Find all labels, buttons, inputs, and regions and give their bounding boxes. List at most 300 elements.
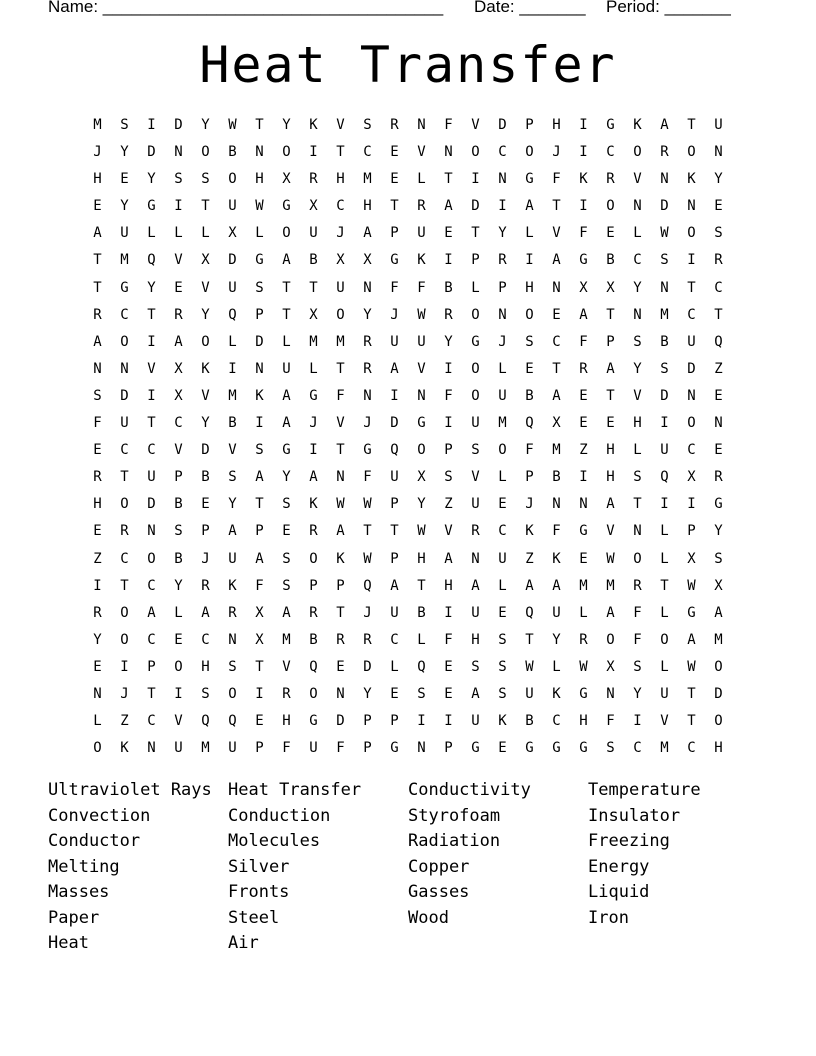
grid-letter: E xyxy=(93,442,102,459)
grid-letter: J xyxy=(336,225,345,242)
grid-letter: U xyxy=(660,685,669,702)
grid-letter: B xyxy=(228,144,237,161)
grid-letter: T xyxy=(93,252,102,269)
grid-letter: H xyxy=(417,550,426,567)
grid-letter: V xyxy=(417,360,426,377)
grid-letter: U xyxy=(228,279,237,296)
grid-letter: S xyxy=(633,333,642,350)
grid-letter: E xyxy=(579,550,588,567)
grid-letter: A xyxy=(525,577,534,594)
grid-letter: C xyxy=(606,144,615,161)
grid-letter: H xyxy=(93,496,102,513)
grid-letter: X xyxy=(687,550,696,567)
grid-letter: C xyxy=(147,442,156,459)
grid-letter: W xyxy=(363,496,372,513)
grid-letter: U xyxy=(390,604,399,621)
grid-letter: P xyxy=(444,442,453,459)
grid-letter: X xyxy=(174,387,183,404)
grid-letter: P xyxy=(390,550,399,567)
grid-letter: U xyxy=(471,496,480,513)
grid-letter: D xyxy=(660,387,669,404)
grid-letter: R xyxy=(363,631,372,648)
grid-letter: H xyxy=(579,713,588,730)
grid-letter: L xyxy=(660,604,669,621)
grid-letter: R xyxy=(363,333,372,350)
grid-letter: U xyxy=(390,469,399,486)
grid-letter: D xyxy=(147,144,156,161)
grid-letter: D xyxy=(336,713,345,730)
grid-letter: P xyxy=(147,658,156,675)
grid-letter: P xyxy=(390,225,399,242)
grid-letter: E xyxy=(174,631,183,648)
grid-letter: W xyxy=(606,550,615,567)
grid-letter: O xyxy=(201,333,210,350)
grid-letter: E xyxy=(498,604,507,621)
grid-letter: L xyxy=(390,658,399,675)
grid-letter: S xyxy=(471,442,480,459)
grid-letter: J xyxy=(201,550,210,567)
grid-letter: S xyxy=(606,740,615,757)
grid-letter: P xyxy=(471,252,480,269)
grid-letter: G xyxy=(687,604,696,621)
grid-letter: R xyxy=(444,306,453,323)
grid-letter: O xyxy=(228,171,237,188)
grid-letter: V xyxy=(336,415,345,432)
grid-letter: M xyxy=(552,442,561,459)
grid-letter: U xyxy=(174,740,183,757)
grid-letter: A xyxy=(255,550,264,567)
grid-letter: H xyxy=(444,577,453,594)
grid-letter: B xyxy=(417,604,426,621)
grid-letter: K xyxy=(552,685,561,702)
grid-letter: S xyxy=(498,631,507,648)
grid-letter: V xyxy=(606,523,615,540)
grid-letter: J xyxy=(363,415,372,432)
grid-letter: R xyxy=(579,360,588,377)
grid-letter: E xyxy=(606,415,615,432)
grid-letter: M xyxy=(120,252,129,269)
grid-letter: Q xyxy=(363,577,372,594)
grid-letter: D xyxy=(714,685,723,702)
grid-letter: C xyxy=(687,442,696,459)
grid-letter: Y xyxy=(552,631,561,648)
grid-letter: L xyxy=(228,333,237,350)
grid-letter: A xyxy=(282,415,291,432)
grid-letter: H xyxy=(255,171,264,188)
grid-letter: N xyxy=(336,685,345,702)
grid-letter: D xyxy=(228,252,237,269)
grid-letter: F xyxy=(363,469,372,486)
grid-letter: I xyxy=(147,333,156,350)
grid-letter: U xyxy=(471,604,480,621)
grid-letter: D xyxy=(201,442,210,459)
grid-letter: C xyxy=(498,144,507,161)
grid-letter: Y xyxy=(417,496,426,513)
grid-letter: I xyxy=(687,496,696,513)
grid-letter: P xyxy=(363,713,372,730)
grid-letter: L xyxy=(498,360,507,377)
grid-letter: G xyxy=(579,523,588,540)
grid-letter: A xyxy=(147,604,156,621)
grid-letter: O xyxy=(714,658,723,675)
grid-letter: O xyxy=(93,740,102,757)
grid-letter: F xyxy=(579,333,588,350)
grid-letter: Y xyxy=(147,279,156,296)
grid-letter: H xyxy=(282,713,291,730)
grid-letter: E xyxy=(201,496,210,513)
grid-letter: V xyxy=(201,279,210,296)
grid-letter: H xyxy=(363,198,372,215)
grid-letter: A xyxy=(579,306,588,323)
grid-letter: P xyxy=(336,577,345,594)
grid-letter: R xyxy=(336,631,345,648)
grid-letter: P xyxy=(255,306,264,323)
grid-letter: T xyxy=(147,685,156,702)
grid-letter: N xyxy=(417,117,426,133)
grid-letter: O xyxy=(120,496,129,513)
grid-letter: I xyxy=(471,171,480,188)
grid-letter: S xyxy=(282,577,291,594)
grid-letter: P xyxy=(174,469,183,486)
grid-letter: C xyxy=(336,198,345,215)
grid-letter: N xyxy=(93,360,102,377)
grid-letter: F xyxy=(93,415,102,432)
grid-letter: O xyxy=(525,306,534,323)
grid-letter: I xyxy=(687,252,696,269)
grid-letter: V xyxy=(174,713,183,730)
grid-letter: O xyxy=(660,631,669,648)
grid-letter: T xyxy=(525,631,534,648)
grid-letter: S xyxy=(174,171,183,188)
grid-letter: K xyxy=(498,713,507,730)
grid-letter: S xyxy=(714,225,723,242)
grid-letter: E xyxy=(93,658,102,675)
grid-letter: S xyxy=(201,685,210,702)
grid-letter: C xyxy=(714,279,723,296)
grid-letter: B xyxy=(552,469,561,486)
grid-letter: A xyxy=(363,225,372,242)
grid-letter: A xyxy=(282,604,291,621)
grid-letter: U xyxy=(471,415,480,432)
grid-letter: T xyxy=(471,225,480,242)
grid-letter: N xyxy=(552,496,561,513)
word-bank-item: Silver xyxy=(228,856,290,877)
grid-letter: S xyxy=(417,685,426,702)
grid-letter: Q xyxy=(525,604,534,621)
grid-letter: I xyxy=(579,144,588,161)
grid-letter: O xyxy=(687,225,696,242)
grid-letter: N xyxy=(498,306,507,323)
grid-letter: W xyxy=(336,496,345,513)
word-bank-item: Melting xyxy=(48,856,120,877)
grid-letter: O xyxy=(471,306,480,323)
grid-letter: X xyxy=(363,252,372,269)
grid-letter: T xyxy=(714,306,723,323)
grid-letter: W xyxy=(417,523,426,540)
grid-letter: F xyxy=(606,713,615,730)
grid-letter: Q xyxy=(417,658,426,675)
grid-letter: E xyxy=(255,713,264,730)
word-bank-item: Energy xyxy=(588,856,650,877)
grid-letter: L xyxy=(633,225,642,242)
grid-letter: E xyxy=(444,685,453,702)
grid-letter: I xyxy=(444,252,453,269)
grid-letter: R xyxy=(714,469,723,486)
word-bank-item: Molecules xyxy=(228,831,321,851)
grid-letter: K xyxy=(579,171,588,188)
grid-letter: G xyxy=(309,387,318,404)
grid-letter: G xyxy=(363,442,372,459)
grid-letter: G xyxy=(390,740,399,757)
grid-letter: G xyxy=(525,740,534,757)
grid-letter: E xyxy=(336,658,345,675)
grid-letter: R xyxy=(714,252,723,269)
grid-letter: W xyxy=(579,658,588,675)
grid-letter: S xyxy=(633,658,642,675)
grid-letter: B xyxy=(228,415,237,432)
grid-letter: V xyxy=(471,117,480,133)
grid-letter: V xyxy=(552,225,561,242)
grid-letter: T xyxy=(120,577,129,594)
grid-letter: A xyxy=(606,496,615,513)
grid-letter: I xyxy=(309,442,318,459)
grid-letter: Y xyxy=(633,685,642,702)
word-bank-item: Ultraviolet Rays xyxy=(48,780,212,800)
grid-letter: T xyxy=(255,658,264,675)
grid-letter: C xyxy=(201,631,210,648)
grid-letter: N xyxy=(660,171,669,188)
grid-letter: O xyxy=(228,685,237,702)
grid-letter: H xyxy=(633,415,642,432)
grid-letter: R xyxy=(660,144,669,161)
grid-letter: O xyxy=(498,442,507,459)
grid-letter: S xyxy=(714,550,723,567)
grid-letter: P xyxy=(525,469,534,486)
grid-letter: O xyxy=(282,225,291,242)
grid-letter: P xyxy=(606,333,615,350)
grid-letter: G xyxy=(471,333,480,350)
grid-letter: Q xyxy=(714,333,723,350)
grid-letter: G xyxy=(579,740,588,757)
grid-letter: N xyxy=(552,279,561,296)
grid-letter: U xyxy=(417,225,426,242)
grid-letter: R xyxy=(390,117,399,133)
grid-letter: G xyxy=(471,740,480,757)
grid-letter: J xyxy=(498,333,507,350)
grid-letter: R xyxy=(93,306,102,323)
grid-letter: Y xyxy=(363,306,372,323)
grid-letter: L xyxy=(147,225,156,242)
grid-letter: N xyxy=(120,360,129,377)
grid-letter: K xyxy=(309,496,318,513)
grid-letter: B xyxy=(201,469,210,486)
grid-letter: U xyxy=(309,740,318,757)
grid-letter: R xyxy=(309,523,318,540)
grid-letter: T xyxy=(660,577,669,594)
grid-letter: N xyxy=(255,360,264,377)
grid-letter: C xyxy=(174,415,183,432)
grid-letter: S xyxy=(282,496,291,513)
grid-letter: R xyxy=(633,577,642,594)
grid-letter: I xyxy=(525,252,534,269)
grid-letter: S xyxy=(255,442,264,459)
grid-letter: D xyxy=(120,387,129,404)
grid-letter: G xyxy=(579,252,588,269)
word-bank-item: Steel xyxy=(228,907,280,928)
grid-letter: T xyxy=(687,117,696,133)
grid-letter: L xyxy=(417,631,426,648)
grid-letter: U xyxy=(552,604,561,621)
grid-letter: P xyxy=(687,523,696,540)
grid-letter: D xyxy=(687,360,696,377)
grid-letter: N xyxy=(687,387,696,404)
grid-letter: O xyxy=(633,144,642,161)
grid-letter: Y xyxy=(120,144,129,161)
grid-letter: O xyxy=(525,144,534,161)
grid-letter: G xyxy=(417,415,426,432)
grid-letter: V xyxy=(174,252,183,269)
grid-letter: N xyxy=(606,685,615,702)
grid-letter: I xyxy=(228,360,237,377)
grid-letter: Q xyxy=(660,469,669,486)
grid-letter: A xyxy=(93,225,102,242)
grid-letter: J xyxy=(390,306,399,323)
grid-letter: P xyxy=(255,523,264,540)
grid-letter: I xyxy=(444,604,453,621)
grid-letter: M xyxy=(228,387,237,404)
word-bank-item: Air xyxy=(228,933,259,953)
grid-letter: N xyxy=(498,171,507,188)
grid-letter: E xyxy=(714,387,723,404)
grid-letter: N xyxy=(147,523,156,540)
grid-letter: O xyxy=(606,198,615,215)
grid-letter: F xyxy=(444,631,453,648)
grid-letter: A xyxy=(309,469,318,486)
word-bank-item: Liquid xyxy=(588,882,650,902)
grid-letter: E xyxy=(390,144,399,161)
grid-letter: U xyxy=(471,713,480,730)
word-search-grid xyxy=(84,112,732,762)
grid-letter: Y xyxy=(714,171,723,188)
grid-letter: E xyxy=(714,442,723,459)
grid-letter: Q xyxy=(201,713,210,730)
grid-letter: A xyxy=(228,523,237,540)
word-bank-item: Wood xyxy=(408,907,449,928)
page-title: Heat Transfer xyxy=(199,36,617,94)
grid-letter: E xyxy=(552,306,561,323)
grid-letter: C xyxy=(633,252,642,269)
grid-letter: A xyxy=(471,685,480,702)
grid-letter: T xyxy=(255,496,264,513)
grid-letter: E xyxy=(444,658,453,675)
word-bank-item: Masses xyxy=(48,882,110,902)
grid-letter: S xyxy=(201,171,210,188)
grid-letter: U xyxy=(120,225,129,242)
grid-letter: X xyxy=(552,415,561,432)
grid-letter: N xyxy=(633,198,642,215)
grid-letter: L xyxy=(93,713,102,730)
word-bank-item: Conduction xyxy=(228,805,331,826)
grid-letter: Y xyxy=(282,117,291,133)
grid-letter: V xyxy=(201,387,210,404)
word-bank-item: Heat Transfer xyxy=(228,780,362,800)
grid-letter: I xyxy=(660,415,669,432)
grid-letter: T xyxy=(390,198,399,215)
grid-letter: R xyxy=(93,604,102,621)
grid-letter: M xyxy=(606,577,615,594)
grid-letter: B xyxy=(606,252,615,269)
grid-letter: V xyxy=(660,713,669,730)
grid-letter: N xyxy=(255,144,264,161)
grid-letter: S xyxy=(471,658,480,675)
grid-letter: P xyxy=(498,279,507,296)
grid-letter: L xyxy=(201,225,210,242)
grid-letter: H xyxy=(552,117,561,133)
grid-letter: Y xyxy=(498,225,507,242)
word-bank-item: Gasses xyxy=(408,882,470,902)
grid-letter: N xyxy=(417,740,426,757)
grid-letter: Q xyxy=(228,713,237,730)
grid-letter: O xyxy=(687,415,696,432)
grid-letter: T xyxy=(552,360,561,377)
grid-letter: U xyxy=(282,360,291,377)
word-bank-item: Styrofoam xyxy=(408,805,501,826)
grid-letter: Y xyxy=(228,496,237,513)
grid-letter: A xyxy=(390,360,399,377)
grid-letter: Y xyxy=(147,171,156,188)
grid-letter: L xyxy=(498,577,507,594)
grid-letter: O xyxy=(606,631,615,648)
grid-letter: F xyxy=(552,171,561,188)
grid-letter: S xyxy=(174,523,183,540)
grid-letter: D xyxy=(147,496,156,513)
grid-letter: X xyxy=(336,252,345,269)
grid-letter: G xyxy=(147,198,156,215)
grid-letter: K xyxy=(525,523,534,540)
grid-letter: S xyxy=(255,279,264,296)
word-bank-item: Paper xyxy=(48,907,100,928)
grid-letter: I xyxy=(444,713,453,730)
grid-letter: M xyxy=(498,415,507,432)
grid-letter: N xyxy=(228,631,237,648)
grid-letter: R xyxy=(93,469,102,486)
grid-letter: F xyxy=(390,279,399,296)
grid-letter: L xyxy=(309,360,318,377)
grid-letter: I xyxy=(255,685,264,702)
grid-letter: A xyxy=(444,550,453,567)
grid-letter: L xyxy=(525,225,534,242)
grid-letter: W xyxy=(687,658,696,675)
grid-letter: A xyxy=(390,577,399,594)
grid-letter: Y xyxy=(633,360,642,377)
grid-letter: B xyxy=(525,387,534,404)
grid-letter: V xyxy=(417,144,426,161)
grid-letter: Y xyxy=(201,117,210,133)
grid-letter: C xyxy=(147,577,156,594)
grid-letter: Y xyxy=(714,523,723,540)
grid-letter: L xyxy=(417,171,426,188)
grid-letter: U xyxy=(498,387,507,404)
grid-letter: O xyxy=(120,631,129,648)
grid-letter: E xyxy=(282,523,291,540)
grid-letter: O xyxy=(633,550,642,567)
grid-letter: I xyxy=(498,198,507,215)
grid-letter: J xyxy=(525,496,534,513)
grid-letter: K xyxy=(417,252,426,269)
grid-letter: E xyxy=(93,198,102,215)
grid-letter: E xyxy=(498,740,507,757)
grid-letter: O xyxy=(471,387,480,404)
